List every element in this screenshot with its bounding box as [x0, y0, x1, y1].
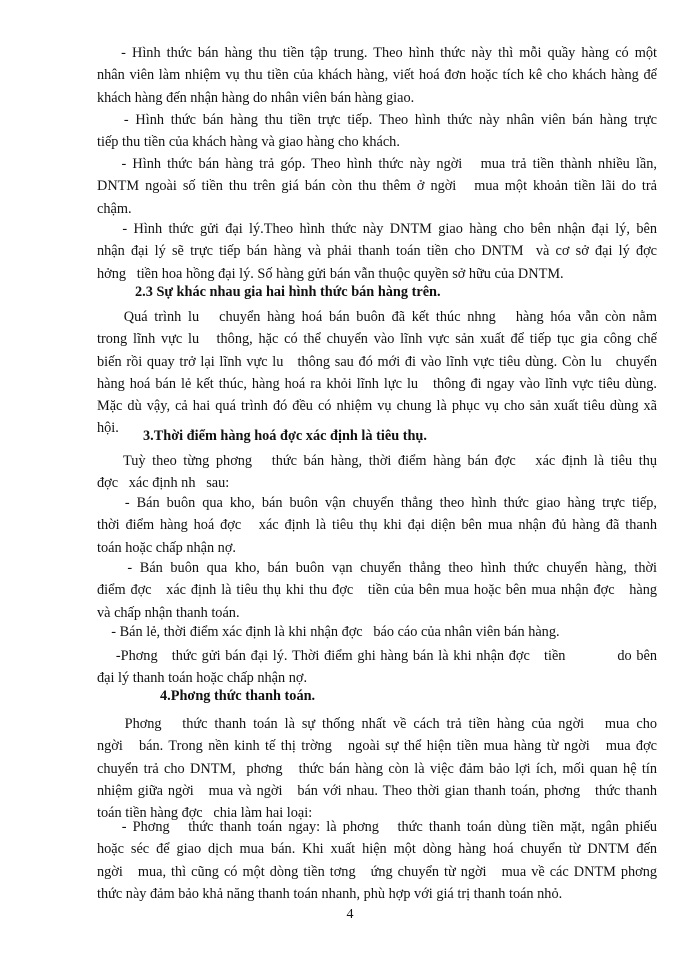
text-line: hởng tiền hoa hồng đại lý. Số hàng gửi bán vẫn thuộc quyền sở hữu của DNTM.: [97, 265, 564, 282]
paragraph-tra-gop: [97, 153, 657, 220]
text-line: biến rồi quay trở lại lĩnh vực lu thông sau đó mới đi vào lĩnh vực tiêu dùng. Còn lu chuyển: [97, 353, 657, 370]
text-line: Quá trình lu chuyển hàng hoá bán buôn đã kết thúc nhng hàng hóa vẫn còn nằm: [97, 309, 657, 325]
text-line: - Hình thức bán hàng thu tiền tập trung. Theo hình thức này thì mỗi quầy hàng có một: [97, 45, 657, 61]
text-line: toán tiền hàng đợc chia làm hai loại:: [97, 805, 313, 822]
page-number: 4: [346, 907, 354, 922]
text-line: hàng hoá bán lẻ kết thúc, hàng hoá ra khỏi lĩnh lực lu thông đi ngay vào lĩnh vực tiêu dùng.: [97, 375, 657, 392]
text-line: - Hình thức bán hàng thu tiền trực tiếp. Theo hình thức này nhân viên bán hàng trực: [97, 112, 657, 128]
paragraph-gui-dai-ly: [97, 218, 657, 285]
text-line: - Hình thức gửi đại lý.Theo hình thức này DNTM giao hàng cho bên nhận đại lý, bên: [97, 221, 657, 237]
text-line: hội.: [97, 420, 119, 437]
paragraph-phuong-thuc-thanh-toan: [97, 713, 657, 824]
text-line: - Bán lẻ, thời điểm xác định là khi nhận đợc báo cáo của nhân viên bán hàng.: [97, 624, 560, 640]
text-line: nhân viên làm nhiệm vụ thu tiền của khách hàng, viết hoá đơn hoặc tích kê cho khách hàng để: [97, 67, 657, 84]
text-line: đại lý thanh toán hoặc chấp nhận nợ.: [97, 670, 308, 687]
paragraph-gui-ban-dai-ly: [97, 645, 657, 690]
text-line: Phơng thức thanh toán là sự thống nhất về cách trả tiền hàng của ngời mua cho: [97, 716, 657, 732]
text-line: Tuỳ theo từng phơng thức bán hàng, thời điểm hàng bán đợc xác định là tiêu thụ: [97, 453, 657, 469]
text-line: - Hình thức bán hàng trả góp. Theo hình thức này ngời mua trả tiền thành nhiều lần,: [97, 156, 657, 172]
text-line: DNTM ngoài số tiền thu trên giá bán còn thu thêm ở ngời mua một khoản tiền lãi do trả: [97, 178, 657, 195]
section-heading-2-3: 2.3 Sự khác nhau gia hai hình thức bán hàng trên.: [135, 284, 441, 300]
text-line: ngời mua, thì cũng có một dòng tiền tơng ứng chuyển từ ngời mua về các DNTM phơng: [97, 863, 657, 880]
text-line: nhiệm giữa ngời mua và ngời bán với nhau. Theo thời gian thanh toán, phơng thức thanh: [97, 782, 657, 799]
text-line: trong lĩnh vực lu thông, hặc có thể chuyển vào lĩnh vực sản xuất để tiếp tục gia công chế: [97, 331, 657, 348]
paragraph-thu-tien-tap-trung: [97, 42, 657, 109]
text-line: tiếp thu tiền của khách hàng và giao hàng cho khách.: [97, 134, 400, 151]
text-line: đợc xác định nh sau:: [97, 475, 230, 492]
text-line: chậm.: [97, 200, 132, 217]
paragraph-thu-tien-truc-tiep: [97, 109, 657, 154]
paragraph-thanh-toan-ngay: [97, 816, 657, 905]
text-line: thức này đảm bảo khả năng thanh toán nhanh, phù hợp với giá trị thanh toán nhỏ.: [97, 885, 563, 902]
text-line: Mặc dù vậy, cả hai quá trình đó đều có nhiệm vụ chung là phục vụ cho sản xuất tiêu dùng xã: [97, 398, 657, 415]
text-line: hoặc séc để giao dịch mua bán. Khi xuất hiện một dòng hàng hoá chuyển từ DNTM đến: [97, 841, 657, 858]
text-line: thời điểm hàng hoá đợc xác định là tiêu thụ khi đại diện bên mua nhận đủ hàng đã thanh: [97, 517, 657, 534]
text-line: nhận đại lý sẽ trực tiếp bán hàng và phải thanh toán tiền cho DNTM và cơ sở đại lý đợc: [97, 243, 657, 260]
text-line: khách hàng đến nhận hàng do nhân viên bán hàng giao.: [97, 89, 415, 106]
text-line: - Bán buôn qua kho, bán buôn vạn chuyển thẳng theo hình thức chuyển hàng, thời: [97, 560, 657, 576]
section-heading-4: 4.Phơng thức thanh toán.: [160, 688, 316, 704]
text-line: ngời bán. Trong nền kinh tế thị trờng ngoài sự thể hiện tiền mua hàng từ ngời mua đợc: [97, 738, 657, 755]
text-line: và chấp nhận thanh toán.: [97, 604, 240, 621]
paragraph-ban-buon-chuyen-hang: [97, 557, 657, 624]
text-line: điểm đợc xác định là tiêu thụ khi thu đợc tiền của bên mua hoặc bên mua nhận đợc hàng: [97, 582, 657, 599]
text-line: - Bán buôn qua kho, bán buôn vận chuyển thẳng theo hình thức giao hàng trực tiếp,: [97, 495, 657, 511]
paragraph-ban-le: [97, 621, 657, 643]
paragraph-section-2-3: [97, 306, 657, 440]
text-line: - Phơng thức thanh toán ngay: là phơng thức thanh toán dùng tiền mặt, ngân phiếu: [97, 819, 657, 835]
section-heading-3: 3.Thời điểm hàng hoá đợc xác định là tiêu thụ.: [143, 428, 427, 444]
paragraph-ban-buon-giao-hang: [97, 492, 657, 559]
paragraph-thoi-diem-intro: [97, 450, 657, 495]
text-line: chuyển trả cho DNTM, phơng thức bán hàng còn là việc đảm bảo lợi ích, mối quan hệ tín: [97, 760, 657, 777]
text-line: -Phơng thức gửi bán đại lý. Thời điểm ghi hàng bán là khi nhận đợc tiền do bên: [97, 648, 657, 664]
text-line: toán hoặc chấp nhận nợ.: [97, 539, 236, 556]
